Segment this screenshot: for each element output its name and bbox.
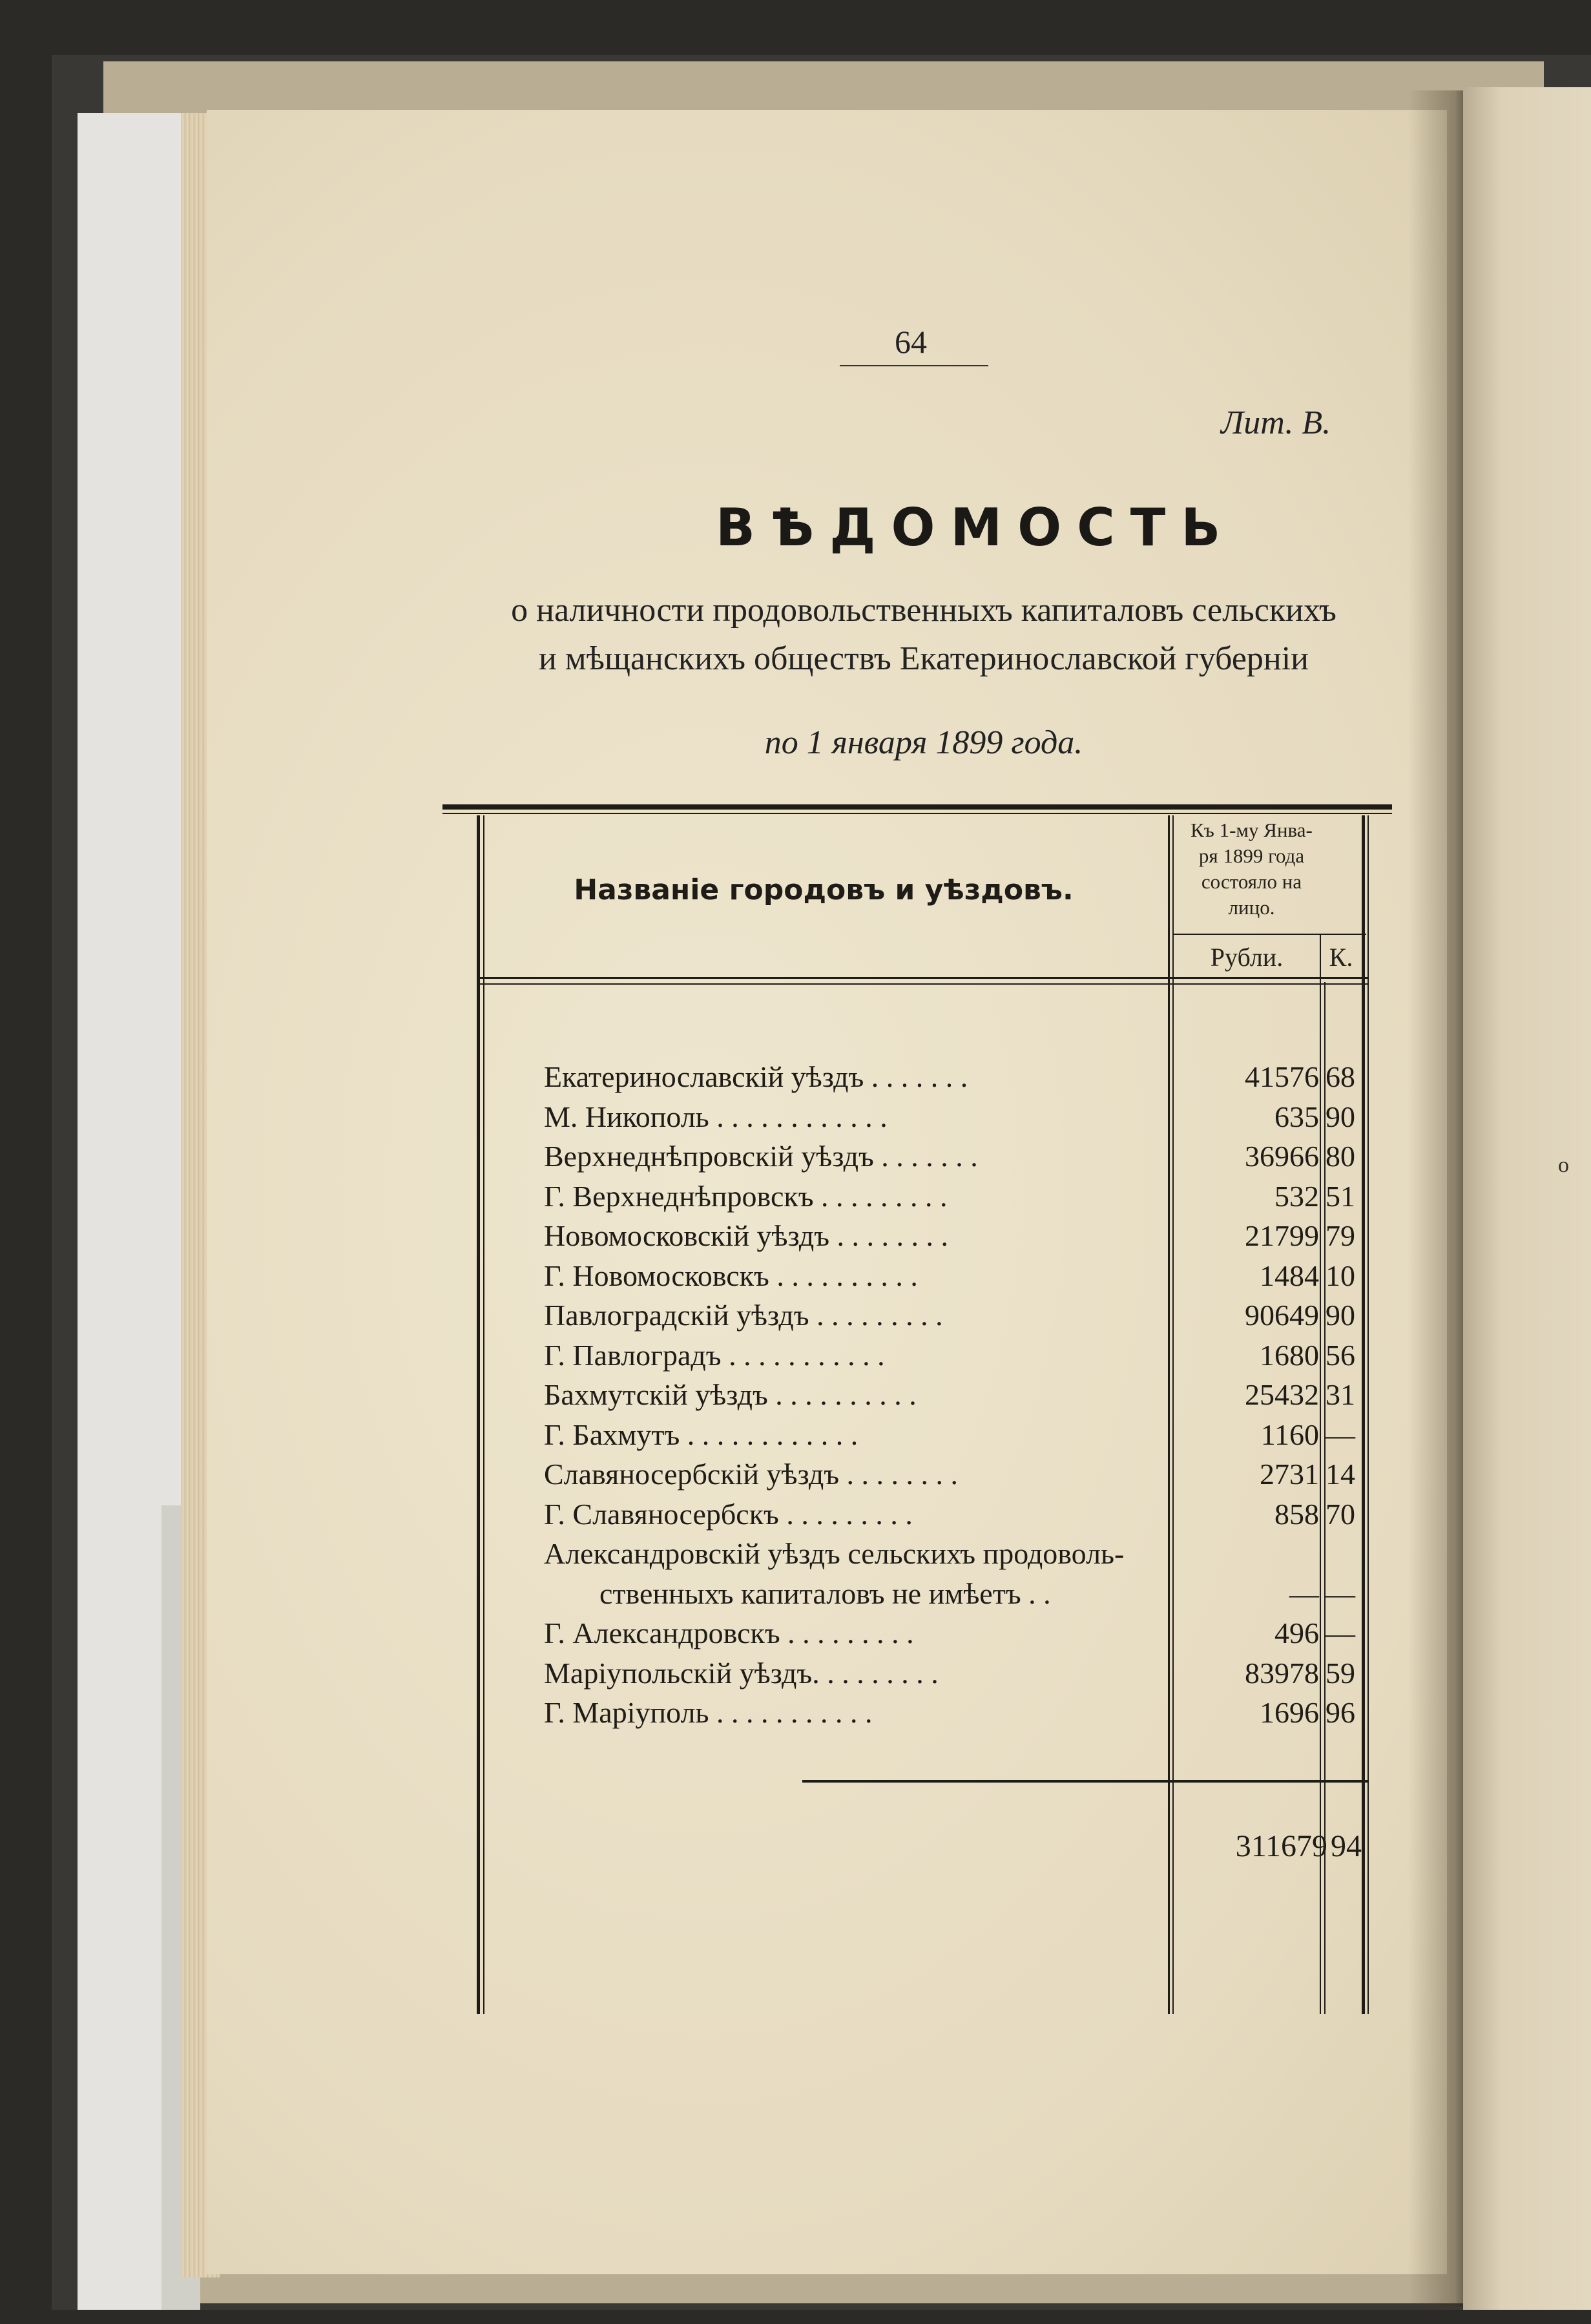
- row-name: Г. Бахмутъ . . . . . . . . . . . .: [544, 1418, 858, 1451]
- row-name: Г. Новомосковскъ . . . . . . . . . .: [544, 1259, 918, 1292]
- row-kopecks: 80: [1326, 1140, 1355, 1173]
- subtitle-line-1: о наличности продовольственныхъ капиталовъ сельскихъ: [511, 592, 1336, 629]
- table-row: [0, 1576, 1421, 1615]
- row-kopecks: —: [1326, 1617, 1355, 1649]
- row-kopecks: 90: [1326, 1100, 1355, 1133]
- table-row: [0, 1298, 1421, 1337]
- row-name: Г. Верхнеднѣпровскъ . . . . . . . . .: [544, 1179, 948, 1213]
- subtitle-line-2: и мѣщанскихъ обществъ Екатеринославской губерніи: [538, 640, 1309, 677]
- table-row: [0, 1338, 1421, 1377]
- row-kopecks: 14: [1326, 1458, 1355, 1491]
- row-rubles: 2731: [1260, 1458, 1319, 1491]
- table-row: [0, 1616, 1421, 1655]
- row-kopecks: 31: [1326, 1378, 1355, 1411]
- row-kopecks: 96: [1326, 1696, 1355, 1729]
- table-row: [0, 1259, 1421, 1297]
- row-kopecks: —: [1326, 1576, 1355, 1610]
- row-kopecks: 10: [1326, 1259, 1355, 1292]
- table-row: [0, 1536, 1421, 1575]
- header-kopecks: К.: [1329, 943, 1353, 972]
- row-rubles: 532: [1274, 1179, 1319, 1213]
- row-rubles: 25432: [1245, 1378, 1319, 1411]
- row-kopecks: 79: [1326, 1219, 1355, 1252]
- table-top-rule-thin: [442, 813, 1392, 814]
- row-kopecks: 56: [1326, 1338, 1355, 1372]
- total-rubles: 311679: [1235, 1829, 1327, 1863]
- row-rubles: 83978: [1245, 1656, 1319, 1690]
- header-bottom-rule-2: [478, 983, 1368, 985]
- row-name: Г. Павлоградъ . . . . . . . . . . .: [544, 1338, 885, 1372]
- row-rubles: 1680: [1260, 1338, 1319, 1372]
- row-name: Александровскій уѣздъ сельскихъ продоволь-: [544, 1537, 1125, 1570]
- header-amount-line-4: лицо.: [1228, 896, 1275, 919]
- row-name: Славяносербскій уѣздъ . . . . . . . .: [544, 1458, 959, 1491]
- table-row: [0, 1457, 1421, 1496]
- table-row: [0, 1139, 1421, 1178]
- row-rubles: 90649: [1245, 1299, 1319, 1332]
- row-name: Г. Славяносербскъ . . . . . . . . .: [544, 1497, 913, 1531]
- header-subrule: [1172, 934, 1366, 935]
- row-kopecks: 51: [1326, 1179, 1355, 1213]
- row-rubles: 1484: [1260, 1259, 1319, 1292]
- table-row: [0, 1418, 1421, 1456]
- header-amount-line-2: ря 1899 года: [1198, 844, 1305, 867]
- page-number-rule: [840, 365, 988, 366]
- row-rubles: 1696: [1260, 1696, 1319, 1729]
- table-top-rule: [442, 804, 1392, 810]
- row-kopecks: 68: [1326, 1060, 1355, 1093]
- document-title: ВѢДОМОСТЬ: [716, 497, 1236, 558]
- table-row: [0, 1695, 1421, 1734]
- lit-label: Лит. В.: [1221, 404, 1331, 441]
- row-rubles: 41576: [1245, 1060, 1319, 1093]
- row-name: Екатеринославскій уѣздъ . . . . . . .: [544, 1060, 968, 1093]
- row-name: Новомосковскій уѣздъ . . . . . . . .: [544, 1219, 949, 1252]
- header-amount-column: [1169, 817, 1334, 921]
- table-row: [0, 1377, 1421, 1416]
- table-row: [0, 1219, 1421, 1257]
- row-rubles: 496: [1274, 1617, 1319, 1649]
- header-bottom-rule: [478, 977, 1368, 979]
- row-name: Бахмутскій уѣздъ . . . . . . . . . .: [544, 1378, 917, 1411]
- row-rubles: 858: [1274, 1497, 1319, 1531]
- table-row: [0, 1497, 1421, 1536]
- row-kopecks: —: [1326, 1418, 1355, 1451]
- facing-page-char: о: [1558, 1153, 1569, 1177]
- header-rubles: Рубли.: [1210, 943, 1284, 972]
- row-name: Павлоградскій уѣздъ . . . . . . . . .: [544, 1299, 943, 1332]
- facing-page: [1463, 87, 1591, 2310]
- row-rubles: 36966: [1245, 1140, 1319, 1173]
- row-name: Г. Александровскъ . . . . . . . . .: [544, 1617, 914, 1649]
- total-kopecks: 94: [1331, 1829, 1362, 1863]
- table-row: [0, 1100, 1421, 1138]
- row-name: Маріупольскій уѣздъ. . . . . . . . .: [544, 1656, 939, 1690]
- row-rubles: 635: [1274, 1100, 1319, 1133]
- row-kopecks: 59: [1326, 1656, 1355, 1690]
- total-rule: [802, 1780, 1368, 1783]
- header-name-column: Названіе городовъ и уѣздовъ.: [574, 874, 1074, 906]
- row-kopecks: 70: [1326, 1497, 1355, 1531]
- row-kopecks: 90: [1326, 1299, 1355, 1332]
- table-row: [0, 1656, 1421, 1695]
- row-name: ственныхъ капиталовъ не имѣетъ . .: [599, 1576, 1051, 1610]
- row-name: Г. Маріуполь . . . . . . . . . . .: [544, 1696, 873, 1729]
- row-rubles: 1160: [1260, 1418, 1319, 1451]
- header-amount-line-3: состояло на: [1201, 870, 1302, 893]
- page-number: 64: [895, 324, 927, 360]
- date-line: по 1 января 1899 года.: [764, 724, 1083, 761]
- row-rubles: 21799: [1245, 1219, 1319, 1252]
- row-rubles: —: [1289, 1576, 1319, 1610]
- header-amount-line-1: Къ 1-му Янва-: [1191, 819, 1313, 841]
- row-name: М. Никополь . . . . . . . . . . . .: [544, 1100, 888, 1133]
- table-row: [0, 1179, 1421, 1218]
- row-name: Верхнеднѣпровскій уѣздъ . . . . . . .: [544, 1140, 978, 1173]
- table-row: [0, 1060, 1421, 1098]
